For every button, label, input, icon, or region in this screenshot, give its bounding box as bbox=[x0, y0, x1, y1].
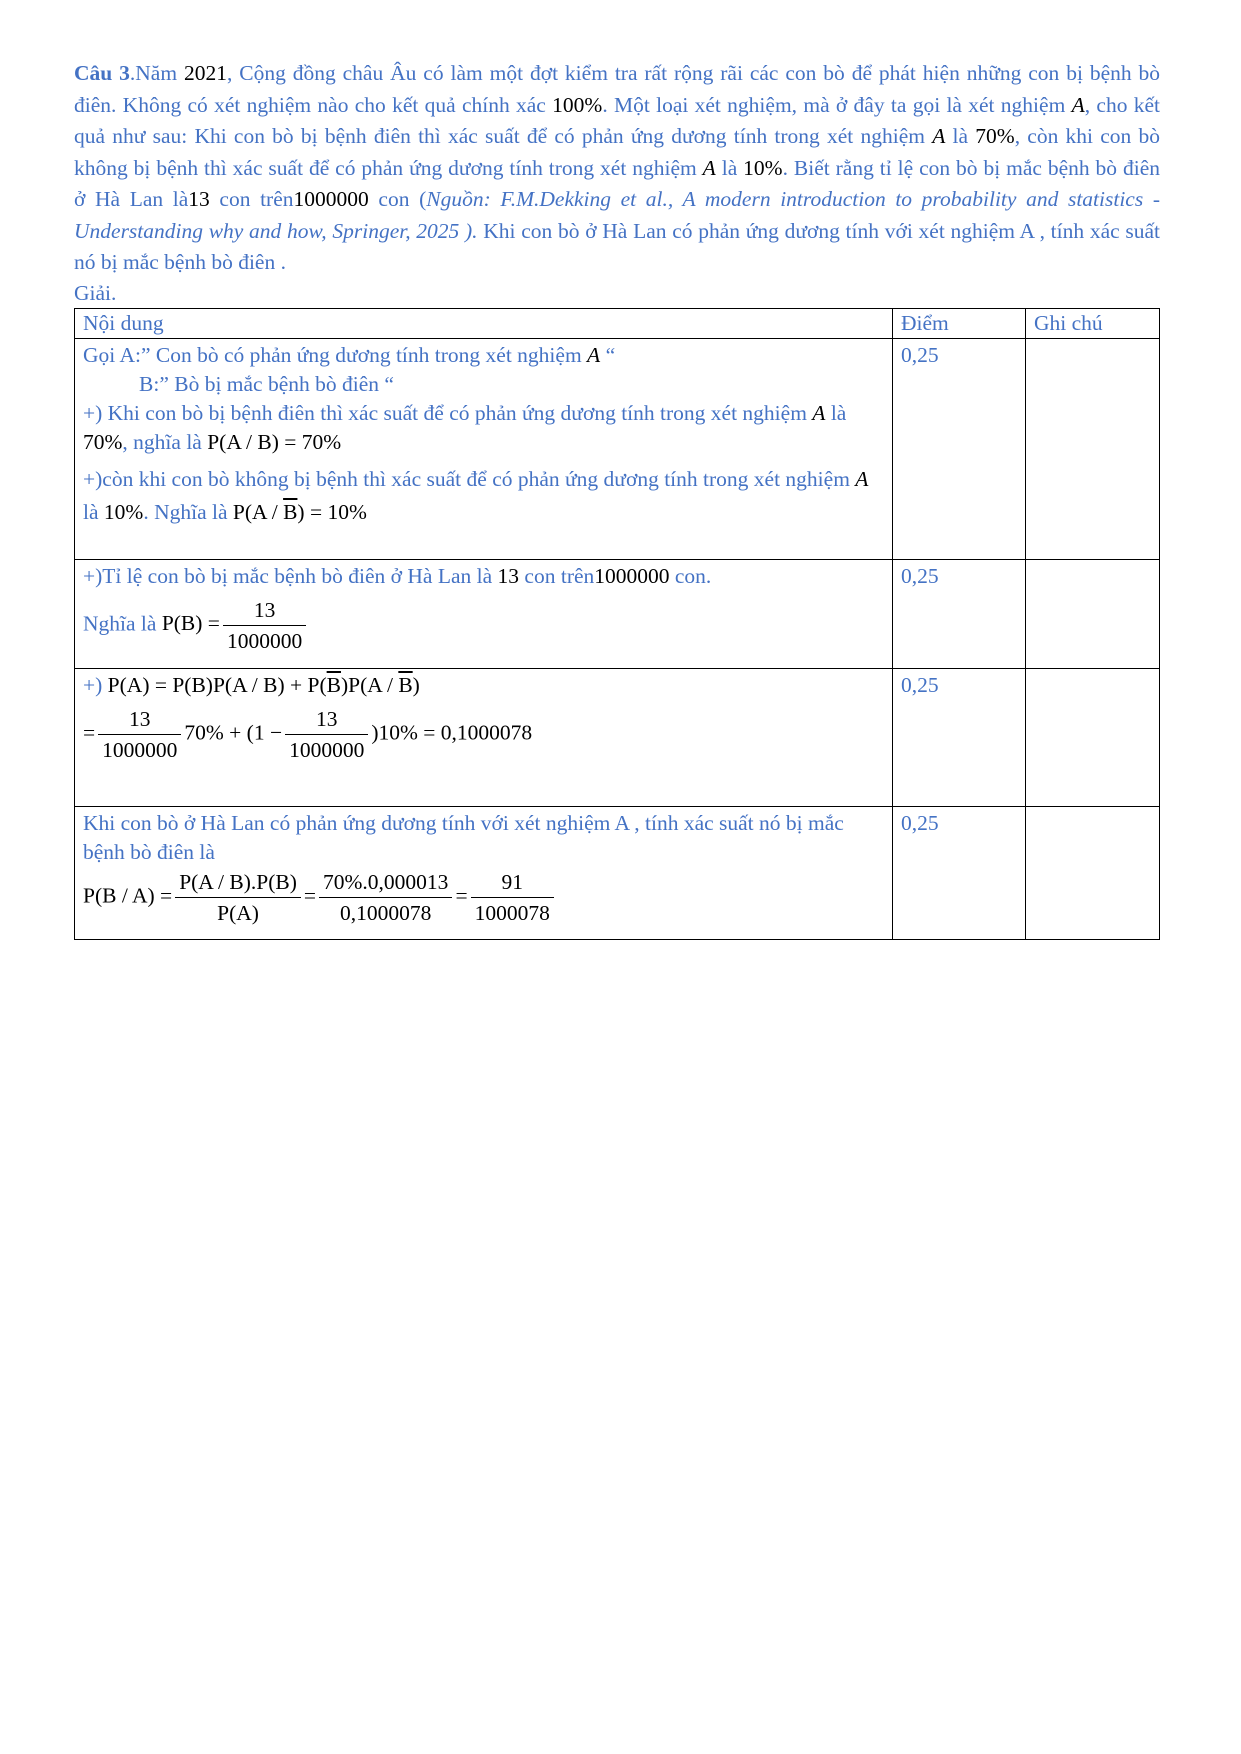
row4-score: 0,25 bbox=[893, 806, 1026, 939]
header-note: Ghi chú bbox=[1026, 308, 1160, 338]
row3-score: 0,25 bbox=[893, 668, 1026, 806]
row2-content: +)Tỉ lệ con bò bị mắc bệnh bò điên ở Hà Lan là 13 con trên1000000 con. Nghĩa là P(B) = $\frac{13}{1000000}$ bbox=[75, 559, 893, 668]
fraction-bayes: $\frac{P(A / B).P(B)}{P(A)}$ bbox=[175, 869, 301, 926]
row1-score: 0,25 bbox=[893, 338, 1026, 559]
fraction-13-over-million: $\frac{13}{1000000}$ bbox=[285, 706, 368, 763]
problem-statement: Câu 3.Năm 2021, Cộng đồng châu Âu có làm một đợt kiểm tra rất rộng rãi các con bò để phát hiện những con bị bệnh bò điên. Không có xét nghiệm nào cho kết quả chính xác 100%. Một loại xét nghiệm, mà ở đây ta gọi là xét nghiệm A, cho kết quả như sau: Khi con bò bị bệnh điên thì xác suất để có phản ứng dương tính trong xét nghiệm A là 70%, còn khi con bò không bị bệnh thì xác suất để có phản ứng dương tính trong xét nghiệm A là 10%. Biết rằng tỉ lệ con bò bị mắc bệnh bò điên ở Hà Lan là13 con trên1000000 con (Nguồn: F.M.Dekking et al., A modern introduction to probability and statistics -Understanding why and how, Springer, 2025 ). Khi con bò ở Hà Lan có phản ứng dương tính với xét nghiệm A , tính xác suất nó bị mắc bệnh bò điên . bbox=[74, 61, 1161, 274]
source-citation: Nguồn: F.M.Dekking et al., A modern introduction to probability and statistics -Understanding why and how, Springer, 2025 ). bbox=[74, 187, 1161, 243]
solution-table bbox=[74, 308, 1160, 940]
fraction-13-over-million: $\frac{13}{1000000}$ bbox=[98, 706, 181, 763]
row1-content: Gọi A:” Con bò có phản ứng dương tính trong xét nghiệm A “ B:” Bò bị mắc bệnh bò điên “ +) Khi con bò bị bệnh điên thì xác suất để có phản ứng dương tính trong xét nghiệm A là 70%, nghĩa là P(A / B) = 70% +)còn khi con bò không bị bệnh thì xác suất để có phản ứng dương tính trong xét nghiệm A là 10%. Nghĩa là $P(A / \overline{B}) = 10\%$ bbox=[75, 338, 893, 559]
year: 2021 bbox=[183, 61, 227, 85]
table-row bbox=[75, 668, 1160, 806]
table-row bbox=[75, 338, 1160, 559]
row3-content: +) $P(A) = P(B)P(A / B) + P(\overline{B})P(A / \overline{B})$ = $\frac{13}{1000000}$ 70% + (1 − $\frac{13}{1000000}$ )10% = 0,1000078 bbox=[75, 668, 893, 806]
fraction-numeric: $\frac{70\%.0,000013}{0,1000078}$ bbox=[319, 869, 452, 926]
row1-note bbox=[1026, 338, 1160, 559]
row2-score: 0,25 bbox=[893, 559, 1026, 668]
solution-label: Giải. bbox=[74, 280, 117, 305]
row4-note bbox=[1026, 806, 1160, 939]
table-row bbox=[75, 806, 1160, 939]
row3-note bbox=[1026, 668, 1160, 806]
table-header-row bbox=[75, 308, 1160, 338]
header-score: Điểm bbox=[893, 308, 1026, 338]
document-page bbox=[74, 58, 1160, 940]
row2-note bbox=[1026, 559, 1160, 668]
fraction-13-over-million: $\frac{13}{1000000}$ bbox=[223, 597, 306, 654]
table-row bbox=[75, 559, 1160, 668]
header-content: Nội dung bbox=[75, 308, 893, 338]
question-label: Câu 3 bbox=[74, 61, 130, 85]
fraction-result: $\frac{91}{1000078}$ bbox=[471, 869, 554, 926]
row4-content: Khi con bò ở Hà Lan có phản ứng dương tính với xét nghiệm A , tính xác suất nó bị mắc bệnh bò điên là P(B / A) = $\frac{P(A / B).P(B)}{P(A)}$ = $\frac{70\%.0,000013}{0,1000078}$ = $\frac{91}{1000078}$ bbox=[75, 806, 893, 939]
